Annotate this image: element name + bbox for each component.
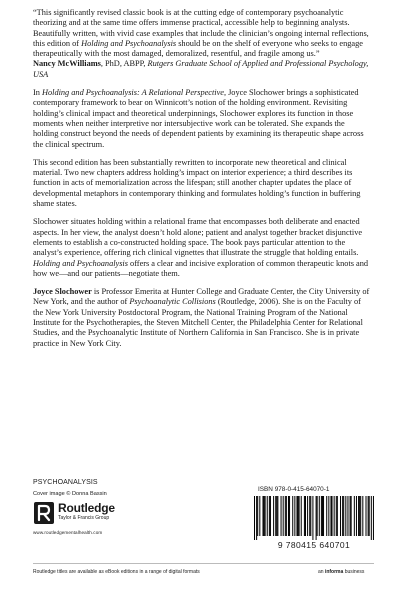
barcode-bar — [317, 496, 318, 536]
footer-divider — [33, 563, 374, 564]
barcode-bar — [286, 496, 287, 536]
barcode-bar — [345, 496, 346, 536]
barcode-bar — [310, 496, 311, 536]
barcode-bar — [275, 496, 276, 536]
barcode-bar — [330, 496, 331, 536]
publisher-logo — [33, 501, 153, 541]
barcode-bar — [289, 496, 290, 536]
barcode-bar — [309, 496, 310, 536]
endorsement-attribution: Nancy McWilliams, PhD, ABPP, Rutgers Graduate School of Applied and Professional Psychology, USA — [33, 59, 369, 79]
endorsement-quote: “This significantly revised classic book is at the cutting edge of contemporary psychoanalytic theorizing and at the same time offers immense practical, accessible help to beginning analysts. Beautifully written, with vivid case examples that include the clinician’s ongoing internal reflections, this edition of Holding and Psychoanalysis should be on the shelf of everyone who seeks to engage therapeutically with the most damaged, demoralized, resentful, and fragile among us.” — [33, 8, 369, 59]
barcode-bar — [269, 496, 270, 536]
barcode-bar — [356, 496, 357, 536]
barcode-bar — [337, 496, 338, 536]
barcode-bar — [265, 496, 266, 536]
barcode-bar — [369, 496, 370, 536]
barcode-bar — [316, 496, 317, 540]
isbn-label: ISBN 978-0-415-64070-1 — [258, 486, 330, 493]
barcode-bar — [259, 496, 260, 536]
barcode-bar — [299, 496, 300, 536]
barcode-bar — [294, 496, 295, 536]
back-cover-text — [33, 8, 371, 357]
barcode-bar — [322, 496, 323, 536]
ebook-note: Routledge titles are available as eBook editions in a range of digital formats — [33, 569, 200, 575]
description-paragraph-1: In Holding and Psychoanalysis: A Relational Perspective, Joyce Slochower brings a sophisticated contemporary framework to bear on Winnicott’s notion of the holding environment. Revisiting holding’s clinical impact and theoretical underpinnings, Slochower explores its function in those moments when neither interpretive nor intersubjective work can be tolerated. She expands the holding construct beyond the needs of dependent patients by examining its therapeutic shape across the clinical spectrum. — [33, 88, 364, 149]
informa-business-label: an informa business — [318, 569, 365, 575]
barcode — [254, 496, 374, 540]
description-paragraph-3: Slochower situates holding within a relational frame that encompasses both deliberate and enacted aspects. In her view, the analyst doesn’t hold alone; patient and analyst together bracket disjunctive elements to establish a co-constructed holding space. The book pays particular attention to the analyst’s experience, offering rich clinical vignettes that illustrate the struggle that holding entails. Holding and Psychoanalysis offers a clear and incisive exploration of common therapeutic knots and how we—and our patients—negotiate them. — [33, 217, 369, 278]
cover-credit: Cover image © Donna Bassin — [33, 491, 107, 497]
barcode-bar — [334, 496, 335, 536]
publisher-website: www.routledgementalhealth.com — [33, 530, 103, 535]
barcode-bar — [366, 496, 367, 536]
barcode-bar — [254, 496, 255, 540]
barcode-bar — [276, 496, 277, 536]
barcode-bar — [354, 496, 355, 536]
barcode-bar — [336, 496, 337, 536]
barcode-bar — [285, 496, 286, 536]
barcode-bar — [323, 496, 324, 536]
barcode-bar — [360, 496, 361, 536]
barcode-bar — [321, 496, 322, 536]
barcode-bar — [350, 496, 351, 536]
barcode-bar — [277, 496, 278, 536]
description-paragraph-2: This second edition has been substantially rewritten to incorporate new theoretical and clinical material. Two new chapters address holding’s impact on interior experience; a third describes its function in acts of memorialization across the lifespan; still another chapter updates the place of developmental metaphors in contemporary thinking and formulates holding’s function in buffering shame states. — [33, 157, 361, 209]
barcode-bar — [283, 496, 284, 536]
barcode-bar — [358, 496, 359, 536]
barcode-bar — [342, 496, 343, 536]
barcode-bar — [262, 496, 263, 536]
author-bio: Joyce Slochower is Professor Emerita at Hunter College and Graduate Center, the City University of New York, and the author of Psychoanalytic Collisions (Routledge, 2006). She is on the Faculty of the New York University Postdoctoral Program, the National Training Program of the National Institute for the Psychotherapies, the Steven Mitchell Center, the Philadelphia Center for Relational Studies, and the Psychoanalytic Institute of Northern California in San Francisco. She is in private practice in New York City. — [33, 287, 370, 348]
publisher-group: Taylor & Francis Group — [58, 515, 110, 521]
barcode-bar — [307, 496, 308, 536]
barcode-bar — [347, 496, 348, 536]
barcode-bar — [343, 496, 344, 536]
barcode-bar — [288, 496, 289, 536]
routledge-logo-icon — [33, 501, 55, 525]
barcode-bar — [256, 496, 257, 540]
barcode-bar — [362, 496, 363, 536]
barcode-bar — [328, 496, 329, 536]
barcode-digits: 9 780415 640701 — [277, 540, 351, 550]
barcode-bar — [371, 496, 372, 540]
barcode-bar — [296, 496, 297, 536]
barcode-bar — [351, 496, 352, 536]
barcode-bar — [267, 496, 268, 536]
barcode-bar — [301, 496, 302, 536]
barcode-bar — [273, 496, 274, 536]
barcode-bar — [264, 496, 265, 536]
barcode-bar — [292, 496, 293, 536]
barcode-bar — [298, 496, 299, 536]
barcode-bar — [304, 496, 305, 536]
barcode-bar — [340, 496, 341, 536]
barcode-bar — [368, 496, 369, 536]
barcode-bar — [319, 496, 320, 536]
barcode-bar — [326, 496, 327, 536]
barcode-bar — [305, 496, 306, 536]
barcode-bar — [332, 496, 333, 536]
barcode-bar — [312, 496, 313, 540]
barcode-bar — [359, 496, 360, 536]
barcode-bar — [373, 496, 374, 540]
publisher-name: Routledge — [58, 501, 115, 515]
barcode-bar — [257, 496, 258, 536]
subject-category: PSYCHOANALYSIS — [33, 479, 98, 486]
barcode-bar — [281, 496, 282, 536]
barcode-bar — [270, 496, 271, 536]
